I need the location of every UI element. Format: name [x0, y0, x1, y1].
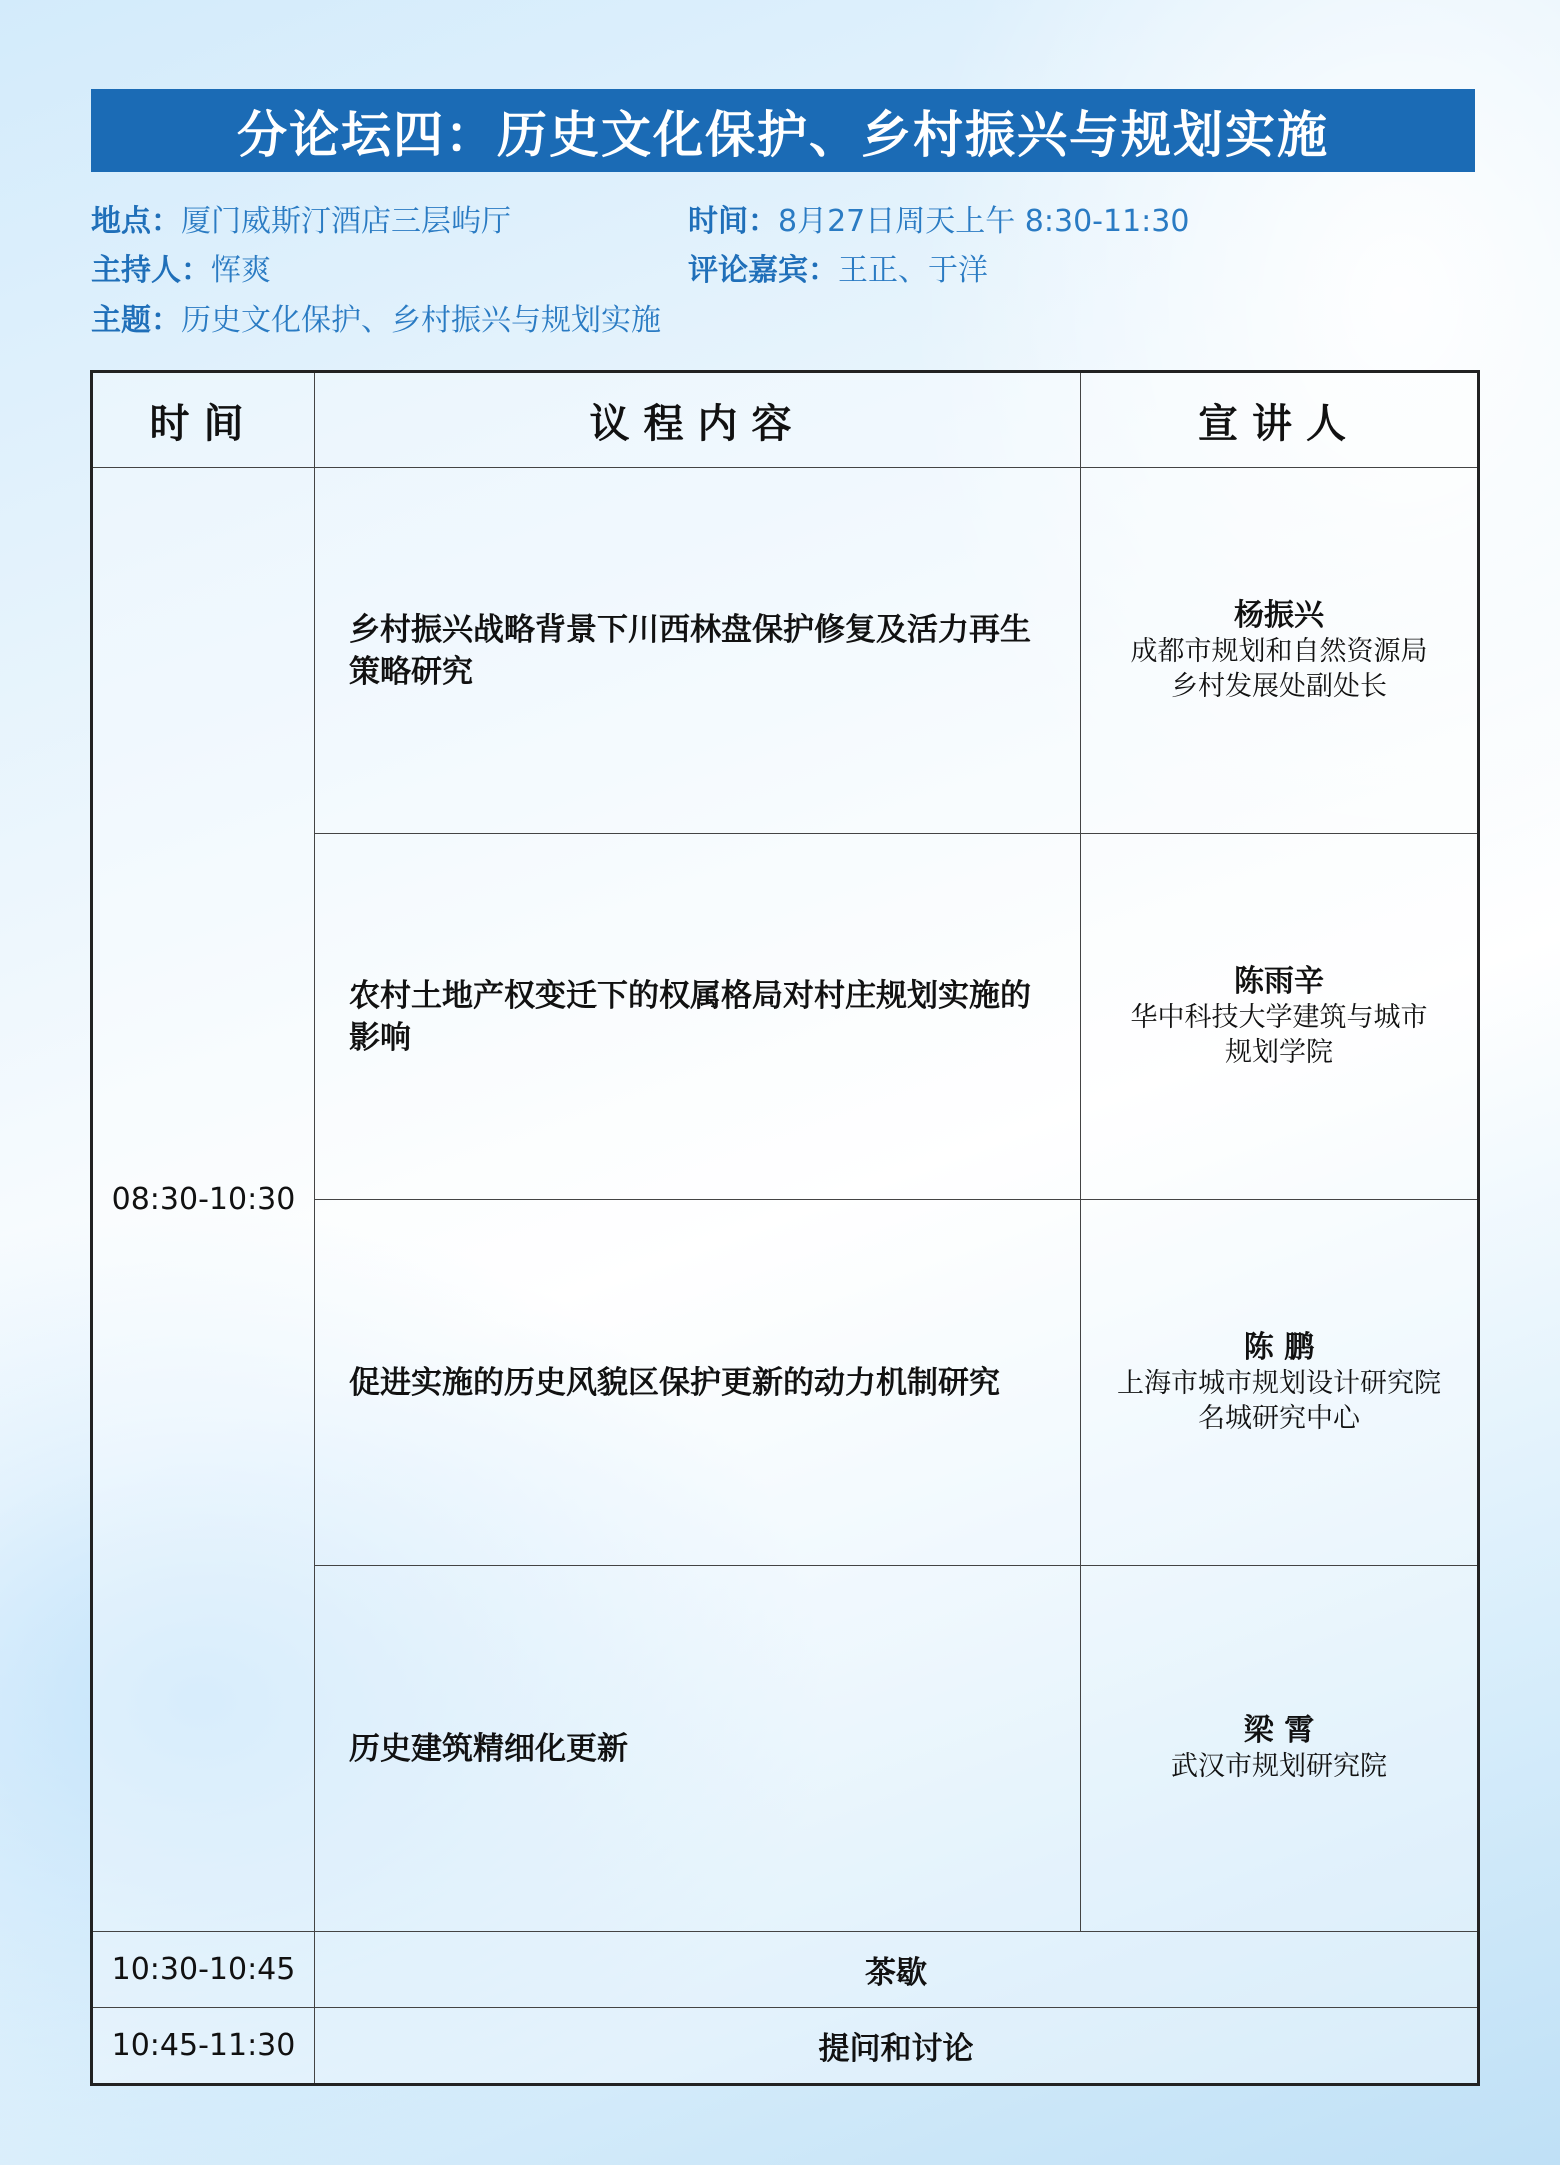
- time-label: 时间：: [688, 204, 778, 239]
- speaker-affiliation: 乡村发展处副处长: [1171, 670, 1387, 702]
- reviewers-value: 王正、于洋: [838, 253, 988, 288]
- speaker-affiliation: 名城研究中心: [1198, 1402, 1360, 1434]
- location-info: [91, 196, 511, 240]
- speaker-name: 陈 鹏: [1243, 1329, 1315, 1365]
- host-info: [91, 245, 271, 289]
- reviewers-info: [688, 245, 988, 289]
- discussion-row: [92, 2008, 1479, 2085]
- speaker-cell: [1081, 468, 1479, 834]
- time-value: 8月27日周天上午 8:30-11:30: [778, 204, 1190, 239]
- speaker-affiliation: 成都市规划和自然资源局: [1130, 635, 1428, 667]
- speaker-name: 杨振兴: [1234, 597, 1324, 633]
- break-row: [92, 1932, 1479, 2008]
- discussion-time: 10:45-11:30: [92, 2008, 315, 2085]
- speaker-affiliation: 上海市城市规划设计研究院: [1117, 1367, 1441, 1399]
- forum-title: 分论坛四：历史文化保护、乡村振兴与规划实施: [91, 89, 1475, 172]
- agenda-table: [90, 370, 1480, 2086]
- header-content: 议程内容: [315, 372, 1081, 468]
- host-value: 恽爽: [211, 253, 271, 288]
- topic-info: [91, 295, 661, 339]
- discussion-label: 提问和讨论: [315, 2008, 1479, 2085]
- topic-label: 主题：: [91, 303, 181, 338]
- header-speaker: 宣讲人: [1081, 372, 1479, 468]
- location-value: 厦门威斯汀酒店三层屿厅: [181, 204, 511, 239]
- speaker-affiliation: 规划学院: [1225, 1036, 1333, 1068]
- speaker-name: 梁 霄: [1243, 1713, 1315, 1748]
- speaker-cell: [1081, 1566, 1479, 1932]
- talk-title: 历史建筑精细化更新: [315, 1566, 1081, 1932]
- speaker-name: 陈雨辛: [1234, 963, 1324, 999]
- speaker-affiliation: 华中科技大学建筑与城市: [1130, 1001, 1428, 1033]
- break-label: 茶歇: [315, 1932, 1479, 2008]
- break-time: 10:30-10:45: [92, 1932, 315, 2008]
- host-label: 主持人：: [91, 253, 211, 288]
- topic-value: 历史文化保护、乡村振兴与规划实施: [181, 303, 661, 338]
- table-row: [92, 468, 1479, 834]
- speaker-cell: [1081, 1200, 1479, 1566]
- header-time: 时间: [92, 372, 315, 468]
- reviewers-label: 评论嘉宾：: [688, 253, 838, 288]
- talk-title: 乡村振兴战略背景下川西林盘保护修复及活力再生策略研究: [315, 468, 1081, 834]
- talk-title: 促进实施的历史风貌区保护更新的动力机制研究: [315, 1200, 1081, 1566]
- table-header-row: [92, 372, 1479, 468]
- speaker-affiliation: 武汉市规划研究院: [1171, 1751, 1387, 1782]
- location-label: 地点：: [91, 204, 181, 239]
- session-time: 08:30-10:30: [92, 468, 315, 1932]
- time-info: [688, 196, 1189, 240]
- speaker-cell: [1081, 834, 1479, 1200]
- talk-title: 农村土地产权变迁下的权属格局对村庄规划实施的影响: [315, 834, 1081, 1200]
